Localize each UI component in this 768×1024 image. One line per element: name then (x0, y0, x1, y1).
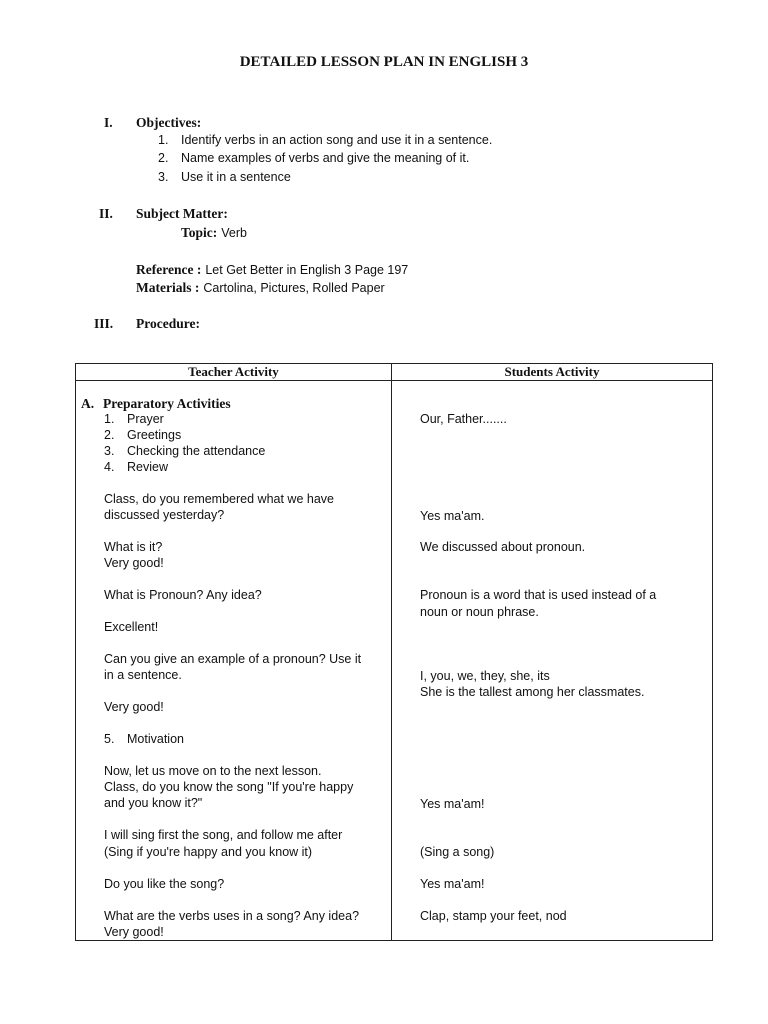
list-item: Prayer (127, 412, 164, 426)
objective-text: Name examples of verbs and give the meaning of it. (181, 151, 470, 165)
motivation-label: Motivation (127, 732, 184, 746)
teacher-line: Excellent! (104, 620, 159, 634)
reference-label: Reference : (136, 262, 202, 277)
student-line: (Sing a song) (420, 845, 495, 859)
subject-matter-heading: Subject Matter: (136, 206, 228, 221)
list-num: 2. (104, 428, 115, 442)
topic-line (181, 224, 247, 242)
teacher-line: Now, let us move on to the next lesson. (104, 764, 322, 778)
procedure-table (75, 363, 713, 941)
student-line: noun or noun phrase. (420, 605, 539, 619)
student-line: She is the tallest among her classmates. (420, 685, 645, 699)
objectives-numeral: I. (104, 115, 113, 130)
student-line: We discussed about pronoun. (420, 540, 586, 554)
teacher-line: in a sentence. (104, 668, 182, 682)
topic-value: Verb (221, 226, 247, 240)
objective-num: 2. (158, 151, 169, 165)
objective-num: 1. (158, 133, 169, 147)
teacher-line: Very good! (104, 556, 164, 570)
teacher-line: and you know it?" (104, 796, 203, 810)
student-line: Yes ma'am. (420, 509, 485, 523)
list-item: Checking the attendance (127, 444, 266, 458)
page-title: DETAILED LESSON PLAN IN ENGLISH 3 (239, 54, 529, 70)
procedure-heading: Procedure: (136, 316, 200, 331)
section-title: Preparatory Activities (103, 396, 231, 411)
objectives-heading: Objectives: (136, 115, 202, 130)
teacher-line: (Sing if you're happy and you know it) (104, 845, 313, 859)
student-line: Yes ma'am! (420, 797, 485, 811)
materials-line (136, 279, 385, 297)
teacher-line: I will sing first the song, and follow me after (104, 828, 343, 842)
teacher-line: Do you like the song? (104, 877, 225, 891)
list-num: 4. (104, 460, 115, 474)
teacher-line: What are the verbs uses in a song? Any idea? (104, 909, 360, 923)
student-line: Clap, stamp your feet, nod (420, 909, 567, 923)
students-activity-header: Students Activity (504, 364, 600, 379)
list-item: Greetings (127, 428, 182, 442)
reference-value: Let Get Better in English 3 Page 197 (205, 263, 409, 277)
student-line: Yes ma'am! (420, 877, 485, 891)
student-line: Pronoun is a word that is used instead of a (420, 588, 657, 602)
teacher-activity-header: Teacher Activity (188, 364, 279, 379)
objective-text: Identify verbs in an action song and use it in a sentence. (181, 133, 493, 147)
header-divider (76, 380, 712, 381)
teacher-line: Class, do you remembered what we have (104, 492, 334, 506)
teacher-line: Very good! (104, 700, 164, 714)
list-item: Review (127, 460, 168, 474)
reference-line (136, 261, 408, 279)
objective-num: 3. (158, 170, 169, 184)
student-line: Our, Father....... (420, 412, 507, 426)
materials-label: Materials : (136, 280, 200, 295)
column-divider (391, 364, 392, 940)
procedure-numeral: III. (94, 316, 114, 331)
list-num: 1. (104, 412, 115, 426)
teacher-line: discussed yesterday? (104, 508, 225, 522)
motivation-num: 5. (104, 732, 115, 746)
topic-label: Topic: (181, 225, 218, 240)
teacher-line: Class, do you know the song "If you're happy (104, 780, 354, 794)
teacher-line: Very good! (104, 925, 164, 939)
list-num: 3. (104, 444, 115, 458)
materials-value: Cartolina, Pictures, Rolled Paper (203, 281, 385, 295)
objective-text: Use it in a sentence (181, 170, 291, 184)
subject-matter-numeral: II. (99, 206, 113, 221)
teacher-line: What is it? (104, 540, 163, 554)
section-letter: A. (81, 396, 95, 411)
teacher-line: Can you give an example of a pronoun? Use it (104, 652, 362, 666)
student-line: I, you, we, they, she, its (420, 669, 550, 683)
teacher-line: What is Pronoun? Any idea? (104, 588, 262, 602)
